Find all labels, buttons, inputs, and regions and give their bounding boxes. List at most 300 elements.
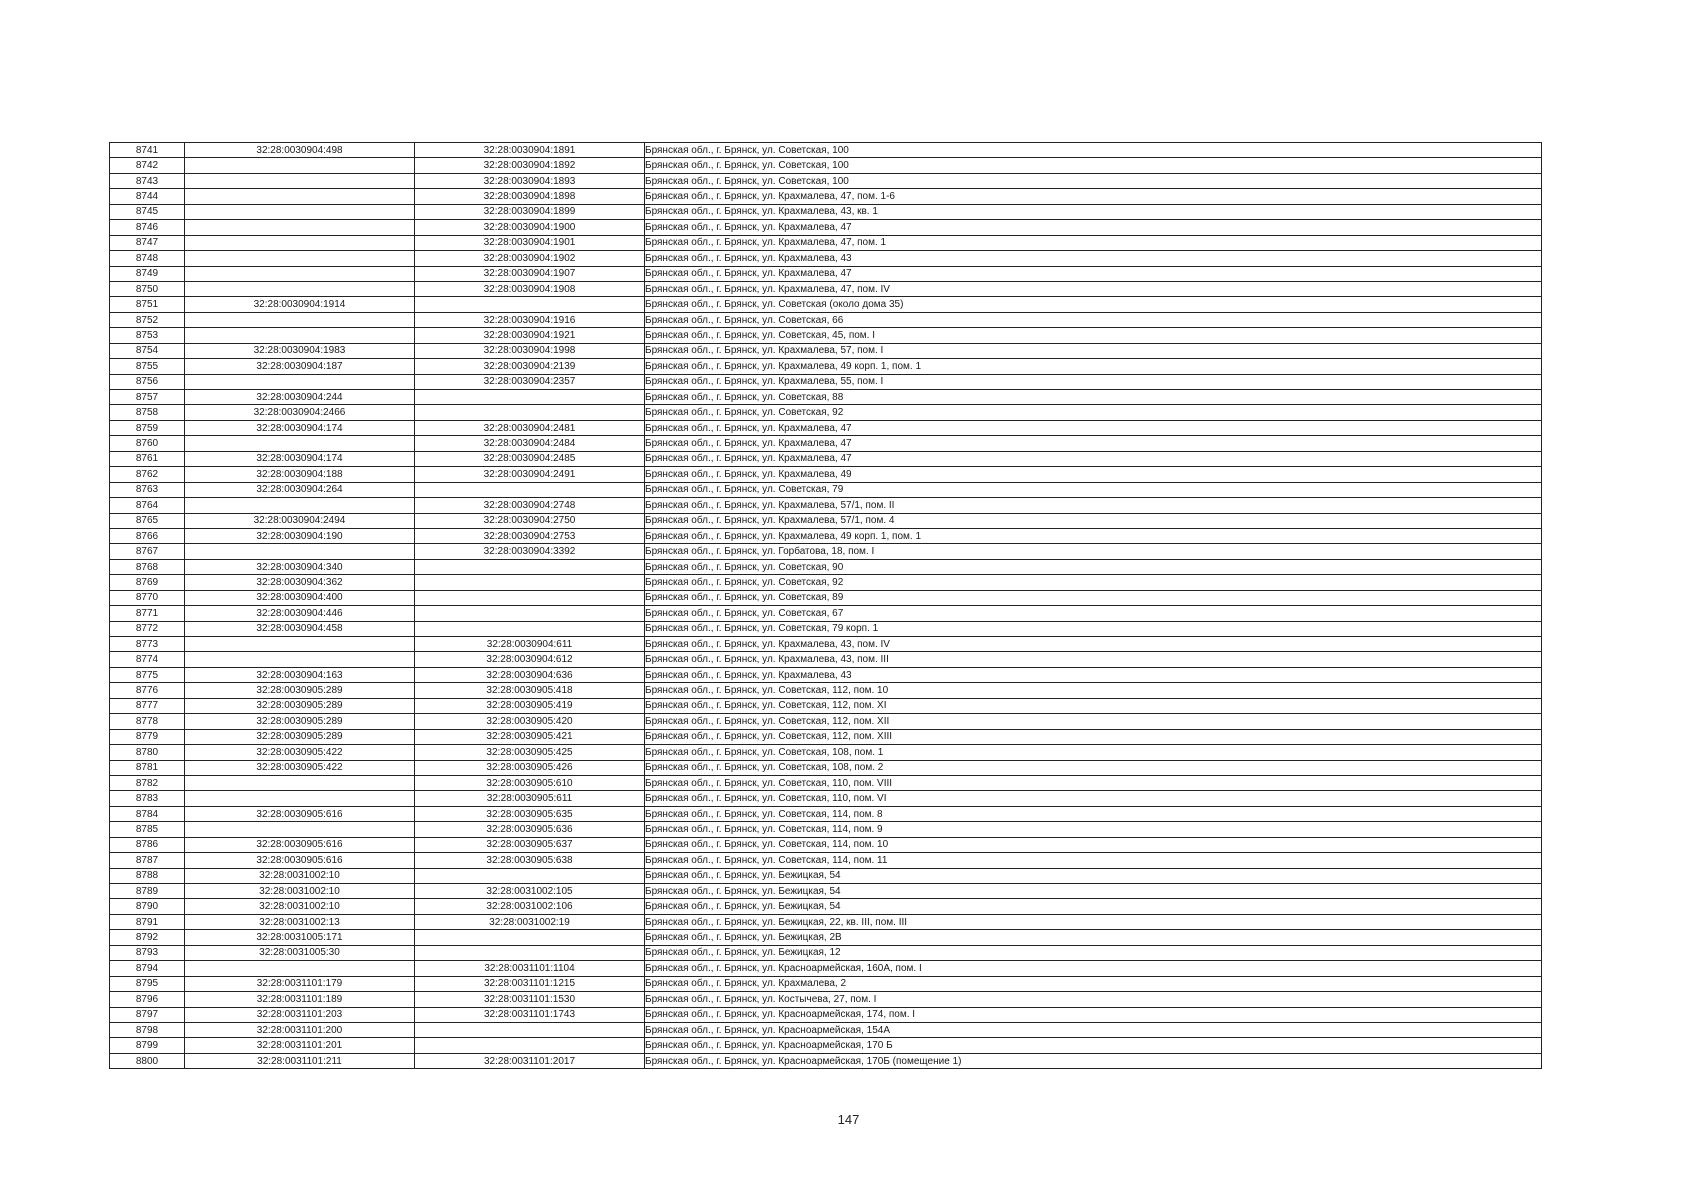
object-cadastral-number-cell <box>415 930 645 945</box>
object-cadastral-number-cell <box>415 606 645 621</box>
table-row <box>110 760 1542 775</box>
table-row <box>110 667 1542 682</box>
row-number-cell: 8782 <box>110 775 185 790</box>
table-row <box>110 189 1542 204</box>
object-cadastral-number-cell: 32:28:0030905:637 <box>415 837 645 852</box>
object-cadastral-number-cell: 32:28:0030905:426 <box>415 760 645 775</box>
address-cell: Брянская обл., г. Брянск, ул. Красноармейская, 170 Б <box>645 1038 1542 1053</box>
land-cadastral-number-cell <box>185 775 415 790</box>
object-cadastral-number-cell: 32:28:0031002:19 <box>415 914 645 929</box>
table-row <box>110 143 1542 158</box>
table-row <box>110 173 1542 188</box>
land-cadastral-number-cell: 32:28:0030904:1914 <box>185 297 415 312</box>
row-number-cell: 8798 <box>110 1022 185 1037</box>
object-cadastral-number-cell: 32:28:0030904:2139 <box>415 359 645 374</box>
address-cell: Брянская обл., г. Брянск, ул. Крахмалева, 49 корп. 1, пом. 1 <box>645 359 1542 374</box>
land-cadastral-number-cell: 32:28:0030905:616 <box>185 853 415 868</box>
table-row <box>110 251 1542 266</box>
address-cell: Брянская обл., г. Брянск, ул. Бежицкая, 54 <box>645 884 1542 899</box>
table-row <box>110 714 1542 729</box>
address-cell: Брянская обл., г. Брянск, ул. Советская, 114, пом. 8 <box>645 806 1542 821</box>
row-number-cell: 8792 <box>110 930 185 945</box>
land-cadastral-number-cell: 32:28:0030904:2494 <box>185 513 415 528</box>
land-cadastral-number-cell <box>185 204 415 219</box>
object-cadastral-number-cell: 32:28:0030904:636 <box>415 667 645 682</box>
table-row <box>110 729 1542 744</box>
address-cell: Брянская обл., г. Брянск, ул. Красноармейская, 174, пом. I <box>645 1007 1542 1022</box>
address-cell: Брянская обл., г. Брянск, ул. Советская, 108, пом. 2 <box>645 760 1542 775</box>
page-number: 147 <box>837 1112 860 1127</box>
row-number-cell: 8743 <box>110 173 185 188</box>
row-number-cell: 8794 <box>110 961 185 976</box>
address-cell: Брянская обл., г. Брянск, ул. Бежицкая, 12 <box>645 945 1542 960</box>
row-number-cell: 8767 <box>110 544 185 559</box>
object-cadastral-number-cell <box>415 1022 645 1037</box>
object-cadastral-number-cell: 32:28:0030904:1921 <box>415 328 645 343</box>
table-row <box>110 606 1542 621</box>
land-cadastral-number-cell <box>185 251 415 266</box>
row-number-cell: 8756 <box>110 374 185 389</box>
object-cadastral-number-cell: 32:28:0030905:636 <box>415 822 645 837</box>
object-cadastral-number-cell: 32:28:0030905:420 <box>415 714 645 729</box>
object-cadastral-number-cell: 32:28:0031002:106 <box>415 899 645 914</box>
land-cadastral-number-cell <box>185 436 415 451</box>
table-row <box>110 698 1542 713</box>
row-number-cell: 8747 <box>110 235 185 250</box>
address-cell: Брянская обл., г. Брянск, ул. Советская, 108, пом. 1 <box>645 745 1542 760</box>
address-cell: Брянская обл., г. Брянск, ул. Красноармейская, 160А, пом. I <box>645 961 1542 976</box>
land-cadastral-number-cell <box>185 652 415 667</box>
table-row <box>110 281 1542 296</box>
table-row <box>110 420 1542 435</box>
land-cadastral-number-cell: 32:28:0030904:2466 <box>185 405 415 420</box>
object-cadastral-number-cell: 32:28:0030904:1900 <box>415 220 645 235</box>
land-cadastral-number-cell <box>185 498 415 513</box>
row-number-cell: 8797 <box>110 1007 185 1022</box>
address-cell: Брянская обл., г. Брянск, ул. Крахмалева, 47, пом. 1 <box>645 235 1542 250</box>
table-row <box>110 374 1542 389</box>
object-cadastral-number-cell: 32:28:0030904:612 <box>415 652 645 667</box>
object-cadastral-number-cell: 32:28:0030904:2481 <box>415 420 645 435</box>
address-cell: Брянская обл., г. Брянск, ул. Крахмалева, 43, пом. IV <box>645 637 1542 652</box>
address-cell: Брянская обл., г. Брянск, ул. Советская, 114, пом. 10 <box>645 837 1542 852</box>
address-cell: Брянская обл., г. Брянск, ул. Бежицкая, 2В <box>645 930 1542 945</box>
address-cell: Брянская обл., г. Брянск, ул. Советская, 114, пом. 11 <box>645 853 1542 868</box>
object-cadastral-number-cell: 32:28:0030904:2491 <box>415 467 645 482</box>
land-cadastral-number-cell <box>185 637 415 652</box>
table-row <box>110 806 1542 821</box>
object-cadastral-number-cell: 32:28:0030904:1907 <box>415 266 645 281</box>
row-number-cell: 8775 <box>110 667 185 682</box>
object-cadastral-number-cell: 32:28:0030904:2484 <box>415 436 645 451</box>
address-cell: Брянская обл., г. Брянск, ул. Крахмалева, 47, пом. IV <box>645 281 1542 296</box>
land-cadastral-number-cell: 32:28:0031101:200 <box>185 1022 415 1037</box>
address-cell: Брянская обл., г. Брянск, ул. Советская, 92 <box>645 575 1542 590</box>
land-cadastral-number-cell: 32:28:0031002:10 <box>185 868 415 883</box>
address-cell: Брянская обл., г. Брянск, ул. Советская, 100 <box>645 143 1542 158</box>
land-cadastral-number-cell <box>185 235 415 250</box>
table-row <box>110 853 1542 868</box>
land-cadastral-number-cell: 32:28:0030904:264 <box>185 482 415 497</box>
row-number-cell: 8761 <box>110 451 185 466</box>
row-number-cell: 8766 <box>110 528 185 543</box>
object-cadastral-number-cell: 32:28:0030905:638 <box>415 853 645 868</box>
table-row <box>110 621 1542 636</box>
object-cadastral-number-cell: 32:28:0030905:610 <box>415 775 645 790</box>
row-number-cell: 8770 <box>110 590 185 605</box>
land-cadastral-number-cell: 32:28:0030905:616 <box>185 806 415 821</box>
address-cell: Брянская обл., г. Брянск, ул. Красноармейская, 170Б (помещение 1) <box>645 1053 1542 1068</box>
table-row <box>110 467 1542 482</box>
row-number-cell: 8749 <box>110 266 185 281</box>
row-number-cell: 8772 <box>110 621 185 636</box>
row-number-cell: 8765 <box>110 513 185 528</box>
address-cell: Брянская обл., г. Брянск, ул. Крахмалева, 47 <box>645 266 1542 281</box>
object-cadastral-number-cell <box>415 390 645 405</box>
row-number-cell: 8751 <box>110 297 185 312</box>
address-cell: Брянская обл., г. Брянск, ул. Горбатова, 18, пом. I <box>645 544 1542 559</box>
row-number-cell: 8788 <box>110 868 185 883</box>
address-cell: Брянская обл., г. Брянск, ул. Советская, 66 <box>645 312 1542 327</box>
land-cadastral-number-cell: 32:28:0030904:190 <box>185 528 415 543</box>
table-row <box>110 822 1542 837</box>
row-number-cell: 8745 <box>110 204 185 219</box>
land-cadastral-number-cell: 32:28:0030905:289 <box>185 683 415 698</box>
address-cell: Брянская обл., г. Брянск, ул. Крахмалева, 2 <box>645 976 1542 991</box>
land-cadastral-number-cell <box>185 281 415 296</box>
row-number-cell: 8786 <box>110 837 185 852</box>
row-number-cell: 8769 <box>110 575 185 590</box>
table-row <box>110 590 1542 605</box>
table-row <box>110 652 1542 667</box>
table-row <box>110 158 1542 173</box>
table-row <box>110 930 1542 945</box>
object-cadastral-number-cell <box>415 405 645 420</box>
object-cadastral-number-cell <box>415 1038 645 1053</box>
row-number-cell: 8764 <box>110 498 185 513</box>
object-cadastral-number-cell <box>415 590 645 605</box>
address-cell: Брянская обл., г. Брянск, ул. Советская, 88 <box>645 390 1542 405</box>
table-row <box>110 1053 1542 1068</box>
row-number-cell: 8793 <box>110 945 185 960</box>
table-row <box>110 775 1542 790</box>
object-cadastral-number-cell <box>415 868 645 883</box>
table-row <box>110 961 1542 976</box>
address-cell: Брянская обл., г. Брянск, ул. Красноармейская, 154А <box>645 1022 1542 1037</box>
land-cadastral-number-cell <box>185 961 415 976</box>
table-row <box>110 528 1542 543</box>
land-cadastral-number-cell: 32:28:0030904:340 <box>185 559 415 574</box>
table-row <box>110 899 1542 914</box>
row-number-cell: 8800 <box>110 1053 185 1068</box>
object-cadastral-number-cell: 32:28:0030904:1908 <box>415 281 645 296</box>
row-number-cell: 8784 <box>110 806 185 821</box>
row-number-cell: 8753 <box>110 328 185 343</box>
land-cadastral-number-cell: 32:28:0030904:244 <box>185 390 415 405</box>
address-cell: Брянская обл., г. Брянск, ул. Советская, 110, пом. VIII <box>645 775 1542 790</box>
address-cell: Брянская обл., г. Брянск, ул. Крахмалева, 49 корп. 1, пом. 1 <box>645 528 1542 543</box>
land-cadastral-number-cell: 32:28:0030904:163 <box>185 667 415 682</box>
land-cadastral-number-cell <box>185 312 415 327</box>
land-cadastral-number-cell: 32:28:0031101:211 <box>185 1053 415 1068</box>
table-row <box>110 1022 1542 1037</box>
land-cadastral-number-cell: 32:28:0031005:171 <box>185 930 415 945</box>
table-row <box>110 513 1542 528</box>
land-cadastral-number-cell <box>185 266 415 281</box>
land-cadastral-number-cell: 32:28:0030905:289 <box>185 698 415 713</box>
row-number-cell: 8776 <box>110 683 185 698</box>
object-cadastral-number-cell <box>415 575 645 590</box>
address-cell: Брянская обл., г. Брянск, ул. Советская, 112, пом. XI <box>645 698 1542 713</box>
row-number-cell: 8790 <box>110 899 185 914</box>
table-row <box>110 436 1542 451</box>
row-number-cell: 8795 <box>110 976 185 991</box>
object-cadastral-number-cell: 32:28:0030904:1916 <box>415 312 645 327</box>
land-cadastral-number-cell: 32:28:0030905:289 <box>185 729 415 744</box>
land-cadastral-number-cell: 32:28:0030904:458 <box>185 621 415 636</box>
address-cell: Брянская обл., г. Брянск, ул. Советская, 112, пом. XII <box>645 714 1542 729</box>
land-cadastral-number-cell: 32:28:0030904:498 <box>185 143 415 158</box>
row-number-cell: 8783 <box>110 791 185 806</box>
address-cell: Брянская обл., г. Брянск, ул. Крахмалева, 43 <box>645 667 1542 682</box>
land-cadastral-number-cell: 32:28:0031005:30 <box>185 945 415 960</box>
row-number-cell: 8757 <box>110 390 185 405</box>
object-cadastral-number-cell: 32:28:0030905:611 <box>415 791 645 806</box>
land-cadastral-number-cell: 32:28:0030905:422 <box>185 760 415 775</box>
address-cell: Брянская обл., г. Брянск, ул. Советская, 114, пом. 9 <box>645 822 1542 837</box>
row-number-cell: 8750 <box>110 281 185 296</box>
row-number-cell: 8774 <box>110 652 185 667</box>
table-row <box>110 791 1542 806</box>
address-cell: Брянская обл., г. Брянск, ул. Костычева, 27, пом. I <box>645 992 1542 1007</box>
table-row <box>110 544 1542 559</box>
address-cell: Брянская обл., г. Брянск, ул. Советская, 45, пом. I <box>645 328 1542 343</box>
address-cell: Брянская обл., г. Брянск, ул. Советская, 112, пом. XIII <box>645 729 1542 744</box>
land-cadastral-number-cell <box>185 189 415 204</box>
table-row <box>110 559 1542 574</box>
row-number-cell: 8744 <box>110 189 185 204</box>
address-cell: Брянская обл., г. Брянск, ул. Советская, 92 <box>645 405 1542 420</box>
object-cadastral-number-cell: 32:28:0030904:1902 <box>415 251 645 266</box>
row-number-cell: 8752 <box>110 312 185 327</box>
object-cadastral-number-cell: 32:28:0031002:105 <box>415 884 645 899</box>
table-row <box>110 204 1542 219</box>
row-number-cell: 8746 <box>110 220 185 235</box>
address-cell: Брянская обл., г. Брянск, ул. Бежицкая, 54 <box>645 868 1542 883</box>
row-number-cell: 8771 <box>110 606 185 621</box>
land-cadastral-number-cell: 32:28:0030904:187 <box>185 359 415 374</box>
object-cadastral-number-cell: 32:28:0030904:1899 <box>415 204 645 219</box>
table-row <box>110 235 1542 250</box>
object-cadastral-number-cell <box>415 621 645 636</box>
table-row <box>110 390 1542 405</box>
object-cadastral-number-cell <box>415 482 645 497</box>
address-cell: Брянская обл., г. Брянск, ул. Советская, 100 <box>645 173 1542 188</box>
object-cadastral-number-cell: 32:28:0030905:421 <box>415 729 645 744</box>
object-cadastral-number-cell: 32:28:0030904:3392 <box>415 544 645 559</box>
address-cell: Брянская обл., г. Брянск, ул. Крахмалева, 43, пом. III <box>645 652 1542 667</box>
land-cadastral-number-cell: 32:28:0031002:10 <box>185 899 415 914</box>
address-cell: Брянская обл., г. Брянск, ул. Крахмалева, 47 <box>645 220 1542 235</box>
land-cadastral-number-cell: 32:28:0031002:13 <box>185 914 415 929</box>
object-cadastral-number-cell: 32:28:0030904:2753 <box>415 528 645 543</box>
object-cadastral-number-cell: 32:28:0030905:419 <box>415 698 645 713</box>
address-cell: Брянская обл., г. Брянск, ул. Советская, 89 <box>645 590 1542 605</box>
land-cadastral-number-cell: 32:28:0030904:400 <box>185 590 415 605</box>
row-number-cell: 8787 <box>110 853 185 868</box>
table-row <box>110 884 1542 899</box>
object-cadastral-number-cell: 32:28:0031101:1215 <box>415 976 645 991</box>
address-cell: Брянская обл., г. Брянск, ул. Советская, 110, пом. VI <box>645 791 1542 806</box>
land-cadastral-number-cell <box>185 328 415 343</box>
row-number-cell: 8763 <box>110 482 185 497</box>
table-row <box>110 482 1542 497</box>
address-cell: Брянская обл., г. Брянск, ул. Советская, 100 <box>645 158 1542 173</box>
object-cadastral-number-cell: 32:28:0030904:1893 <box>415 173 645 188</box>
land-cadastral-number-cell <box>185 544 415 559</box>
table-row <box>110 297 1542 312</box>
address-cell: Брянская обл., г. Брянск, ул. Бежицкая, 22, кв. III, пом. III <box>645 914 1542 929</box>
table-row <box>110 220 1542 235</box>
registry-table-body <box>110 143 1542 1069</box>
object-cadastral-number-cell <box>415 559 645 574</box>
row-number-cell: 8789 <box>110 884 185 899</box>
address-cell: Брянская обл., г. Брянск, ул. Советская, 79 корп. 1 <box>645 621 1542 636</box>
land-cadastral-number-cell: 32:28:0030905:422 <box>185 745 415 760</box>
row-number-cell: 8762 <box>110 467 185 482</box>
land-cadastral-number-cell: 32:28:0030904:446 <box>185 606 415 621</box>
land-cadastral-number-cell <box>185 220 415 235</box>
object-cadastral-number-cell: 32:28:0030904:1898 <box>415 189 645 204</box>
address-cell: Брянская обл., г. Брянск, ул. Советская, 112, пом. 10 <box>645 683 1542 698</box>
object-cadastral-number-cell: 32:28:0031101:1104 <box>415 961 645 976</box>
row-number-cell: 8799 <box>110 1038 185 1053</box>
land-cadastral-number-cell: 32:28:0030904:174 <box>185 420 415 435</box>
row-number-cell: 8768 <box>110 559 185 574</box>
table-row <box>110 914 1542 929</box>
row-number-cell: 8773 <box>110 637 185 652</box>
land-cadastral-number-cell: 32:28:0030905:616 <box>185 837 415 852</box>
row-number-cell: 8780 <box>110 745 185 760</box>
land-cadastral-number-cell: 32:28:0031002:10 <box>185 884 415 899</box>
object-cadastral-number-cell: 32:28:0031101:2017 <box>415 1053 645 1068</box>
land-cadastral-number-cell: 32:28:0030905:289 <box>185 714 415 729</box>
address-cell: Брянская обл., г. Брянск, ул. Крахмалева, 57/1, пом. 4 <box>645 513 1542 528</box>
address-cell: Брянская обл., г. Брянск, ул. Крахмалева, 57, пом. I <box>645 343 1542 358</box>
object-cadastral-number-cell: 32:28:0030904:2750 <box>415 513 645 528</box>
row-number-cell: 8758 <box>110 405 185 420</box>
address-cell: Брянская обл., г. Брянск, ул. Советская, 79 <box>645 482 1542 497</box>
address-cell: Брянская обл., г. Брянск, ул. Крахмалева, 57/1, пом. II <box>645 498 1542 513</box>
address-cell: Брянская обл., г. Брянск, ул. Советская, 90 <box>645 559 1542 574</box>
table-row <box>110 837 1542 852</box>
table-row <box>110 405 1542 420</box>
table-row <box>110 359 1542 374</box>
object-cadastral-number-cell: 32:28:0030905:425 <box>415 745 645 760</box>
table-row <box>110 498 1542 513</box>
land-cadastral-number-cell <box>185 374 415 389</box>
land-cadastral-number-cell: 32:28:0031101:203 <box>185 1007 415 1022</box>
row-number-cell: 8791 <box>110 914 185 929</box>
row-number-cell: 8760 <box>110 436 185 451</box>
table-row <box>110 451 1542 466</box>
land-cadastral-number-cell <box>185 822 415 837</box>
table-row <box>110 575 1542 590</box>
table-row <box>110 745 1542 760</box>
row-number-cell: 8754 <box>110 343 185 358</box>
address-cell: Брянская обл., г. Брянск, ул. Советская, 67 <box>645 606 1542 621</box>
object-cadastral-number-cell: 32:28:0030904:611 <box>415 637 645 652</box>
table-row <box>110 945 1542 960</box>
table-row <box>110 868 1542 883</box>
land-cadastral-number-cell: 32:28:0030904:188 <box>185 467 415 482</box>
table-row <box>110 976 1542 991</box>
address-cell: Брянская обл., г. Брянск, ул. Крахмалева, 49 <box>645 467 1542 482</box>
table-row <box>110 266 1542 281</box>
object-cadastral-number-cell: 32:28:0030904:1901 <box>415 235 645 250</box>
object-cadastral-number-cell: 32:28:0030904:2485 <box>415 451 645 466</box>
table-row <box>110 992 1542 1007</box>
row-number-cell: 8742 <box>110 158 185 173</box>
table-row <box>110 1007 1542 1022</box>
object-cadastral-number-cell: 32:28:0031101:1743 <box>415 1007 645 1022</box>
land-cadastral-number-cell: 32:28:0030904:174 <box>185 451 415 466</box>
row-number-cell: 8781 <box>110 760 185 775</box>
object-cadastral-number-cell: 32:28:0030904:2357 <box>415 374 645 389</box>
row-number-cell: 8785 <box>110 822 185 837</box>
address-cell: Брянская обл., г. Брянск, ул. Бежицкая, 54 <box>645 899 1542 914</box>
land-cadastral-number-cell: 32:28:0030904:362 <box>185 575 415 590</box>
row-number-cell: 8755 <box>110 359 185 374</box>
address-cell: Брянская обл., г. Брянск, ул. Советская (около дома 35) <box>645 297 1542 312</box>
land-cadastral-number-cell: 32:28:0030904:1983 <box>185 343 415 358</box>
land-cadastral-number-cell: 32:28:0031101:189 <box>185 992 415 1007</box>
row-number-cell: 8777 <box>110 698 185 713</box>
address-cell: Брянская обл., г. Брянск, ул. Крахмалева, 47 <box>645 436 1542 451</box>
object-cadastral-number-cell <box>415 297 645 312</box>
row-number-cell: 8748 <box>110 251 185 266</box>
object-cadastral-number-cell: 32:28:0030905:418 <box>415 683 645 698</box>
object-cadastral-number-cell: 32:28:0030904:2748 <box>415 498 645 513</box>
table-row <box>110 343 1542 358</box>
table-row <box>110 1038 1542 1053</box>
address-cell: Брянская обл., г. Брянск, ул. Крахмалева, 47 <box>645 420 1542 435</box>
row-number-cell: 8796 <box>110 992 185 1007</box>
object-cadastral-number-cell: 32:28:0030904:1891 <box>415 143 645 158</box>
land-cadastral-number-cell: 32:28:0031101:201 <box>185 1038 415 1053</box>
address-cell: Брянская обл., г. Брянск, ул. Крахмалева, 55, пом. I <box>645 374 1542 389</box>
address-cell: Брянская обл., г. Брянск, ул. Крахмалева, 43, кв. 1 <box>645 204 1542 219</box>
row-number-cell: 8779 <box>110 729 185 744</box>
land-cadastral-number-cell: 32:28:0031101:179 <box>185 976 415 991</box>
object-cadastral-number-cell <box>415 945 645 960</box>
table-row <box>110 637 1542 652</box>
table-row <box>110 683 1542 698</box>
land-cadastral-number-cell <box>185 791 415 806</box>
land-cadastral-number-cell <box>185 158 415 173</box>
table-row <box>110 328 1542 343</box>
row-number-cell: 8778 <box>110 714 185 729</box>
registry-table <box>109 142 1542 1069</box>
object-cadastral-number-cell: 32:28:0031101:1530 <box>415 992 645 1007</box>
object-cadastral-number-cell: 32:28:0030904:1892 <box>415 158 645 173</box>
land-cadastral-number-cell <box>185 173 415 188</box>
table-row <box>110 312 1542 327</box>
row-number-cell: 8741 <box>110 143 185 158</box>
address-cell: Брянская обл., г. Брянск, ул. Крахмалева, 47 <box>645 451 1542 466</box>
object-cadastral-number-cell: 32:28:0030905:635 <box>415 806 645 821</box>
address-cell: Брянская обл., г. Брянск, ул. Крахмалева, 47, пом. 1-6 <box>645 189 1542 204</box>
